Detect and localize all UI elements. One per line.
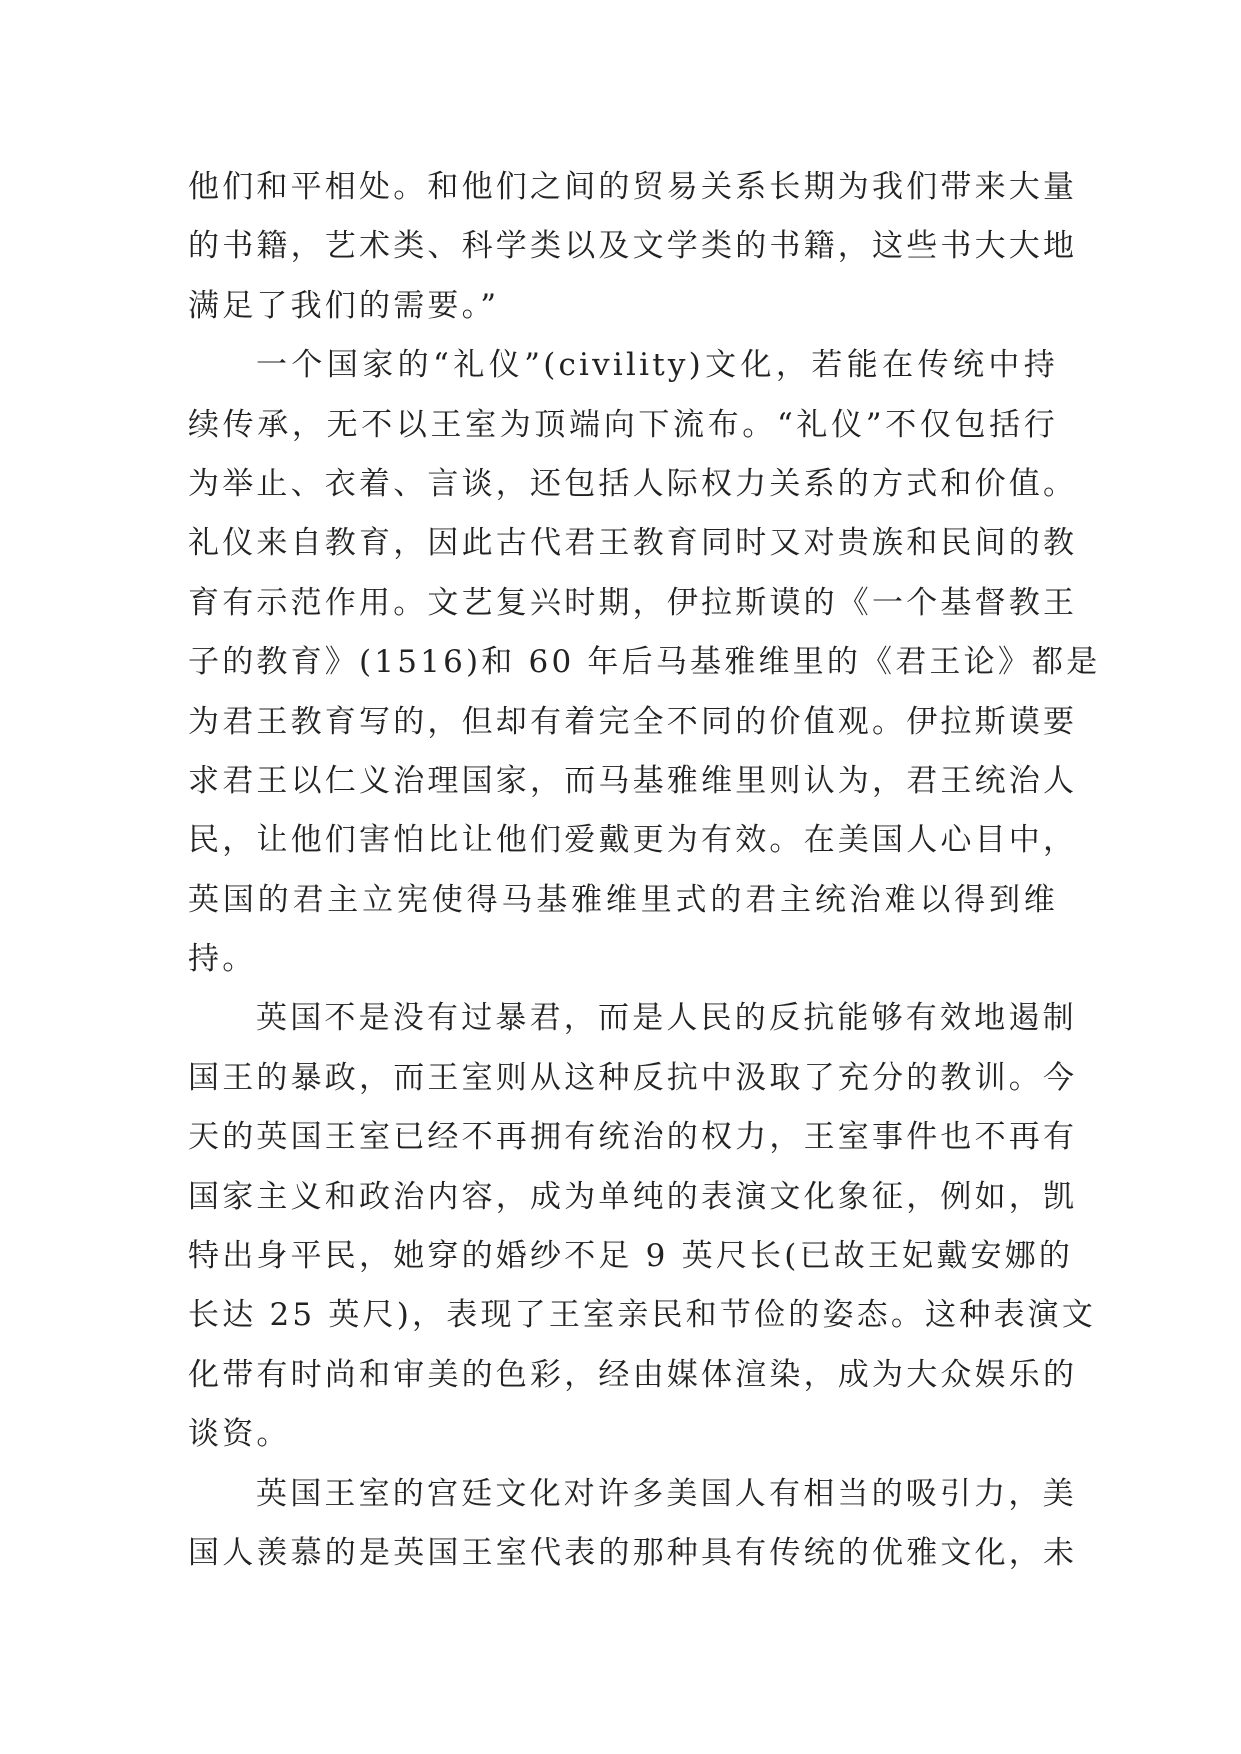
text-line: 的书籍，艺术类、科学类以及文学类的书籍，这些书大大地 xyxy=(188,228,1078,265)
text-line: 为举止、衣着、言谈，还包括人际权力关系的方式和价值。 xyxy=(188,465,1078,502)
text-line: 他们和平相处。和他们之间的贸易关系长期为我们带来大量 xyxy=(188,169,1078,205)
text-line: 持。 xyxy=(188,941,257,978)
text-line: 续传承，无不以王室为顶端向下流布。“礼仪”不仅包括行 xyxy=(188,406,1058,443)
paragraph-first-line: 英国王室的宫廷文化对许多美国人有相当的吸引力，美 xyxy=(256,1475,1077,1512)
text-line: 求君王以仁义治理国家，而马基雅维里则认为，君王统治人 xyxy=(188,762,1078,799)
paragraph-first-line: 英国不是没有过暴君，而是人民的反抗能够有效地遏制 xyxy=(256,1000,1077,1037)
text-line: 天的英国王室已经不再拥有统治的权力，王室事件也不再有 xyxy=(188,1119,1078,1156)
text-line: 礼仪来自教育，因此古代君王教育同时又对贵族和民间的教 xyxy=(188,525,1078,562)
text-line: 长达 25 英尺)，表现了王室亲民和节俭的姿态。这种表演文 xyxy=(188,1297,1097,1334)
text-line: 化带有时尚和审美的色彩，经由媒体渲染，成为大众娱乐的 xyxy=(188,1356,1078,1393)
paragraph-first-line: 一个国家的“礼仪”(civility)文化，若能在传统中持 xyxy=(256,347,1058,384)
body-text xyxy=(188,158,1101,1583)
text-line: 国人羡慕的是英国王室代表的那种具有传统的优雅文化，未 xyxy=(188,1534,1078,1571)
text-line: 国王的暴政，而王室则从这种反抗中汲取了充分的教训。今 xyxy=(188,1059,1078,1096)
text-line: 为君王教育写的，但却有着完全不同的价值观。伊拉斯谟要 xyxy=(188,703,1078,740)
text-line: 民，让他们害怕比让他们爱戴更为有效。在美国人心目中， xyxy=(188,822,1078,859)
text-line: 满足了我们的需要。” xyxy=(188,287,500,324)
text-line: 英国的君主立宪使得马基雅维里式的君主统治难以得到维 xyxy=(188,881,1058,918)
text-line: 国家主义和政治内容，成为单纯的表演文化象征，例如，凯 xyxy=(188,1178,1078,1215)
text-line: 特出身平民，她穿的婚纱不足 9 英尺长(已故王妃戴安娜的 xyxy=(188,1238,1074,1275)
text-line: 子的教育》(1516)和 60 年后马基雅维里的《君王论》都是 xyxy=(188,644,1101,681)
text-line: 育有示范作用。文艺复兴时期，伊拉斯谟的《一个基督教王 xyxy=(188,584,1078,621)
text-line: 谈资。 xyxy=(188,1416,291,1453)
